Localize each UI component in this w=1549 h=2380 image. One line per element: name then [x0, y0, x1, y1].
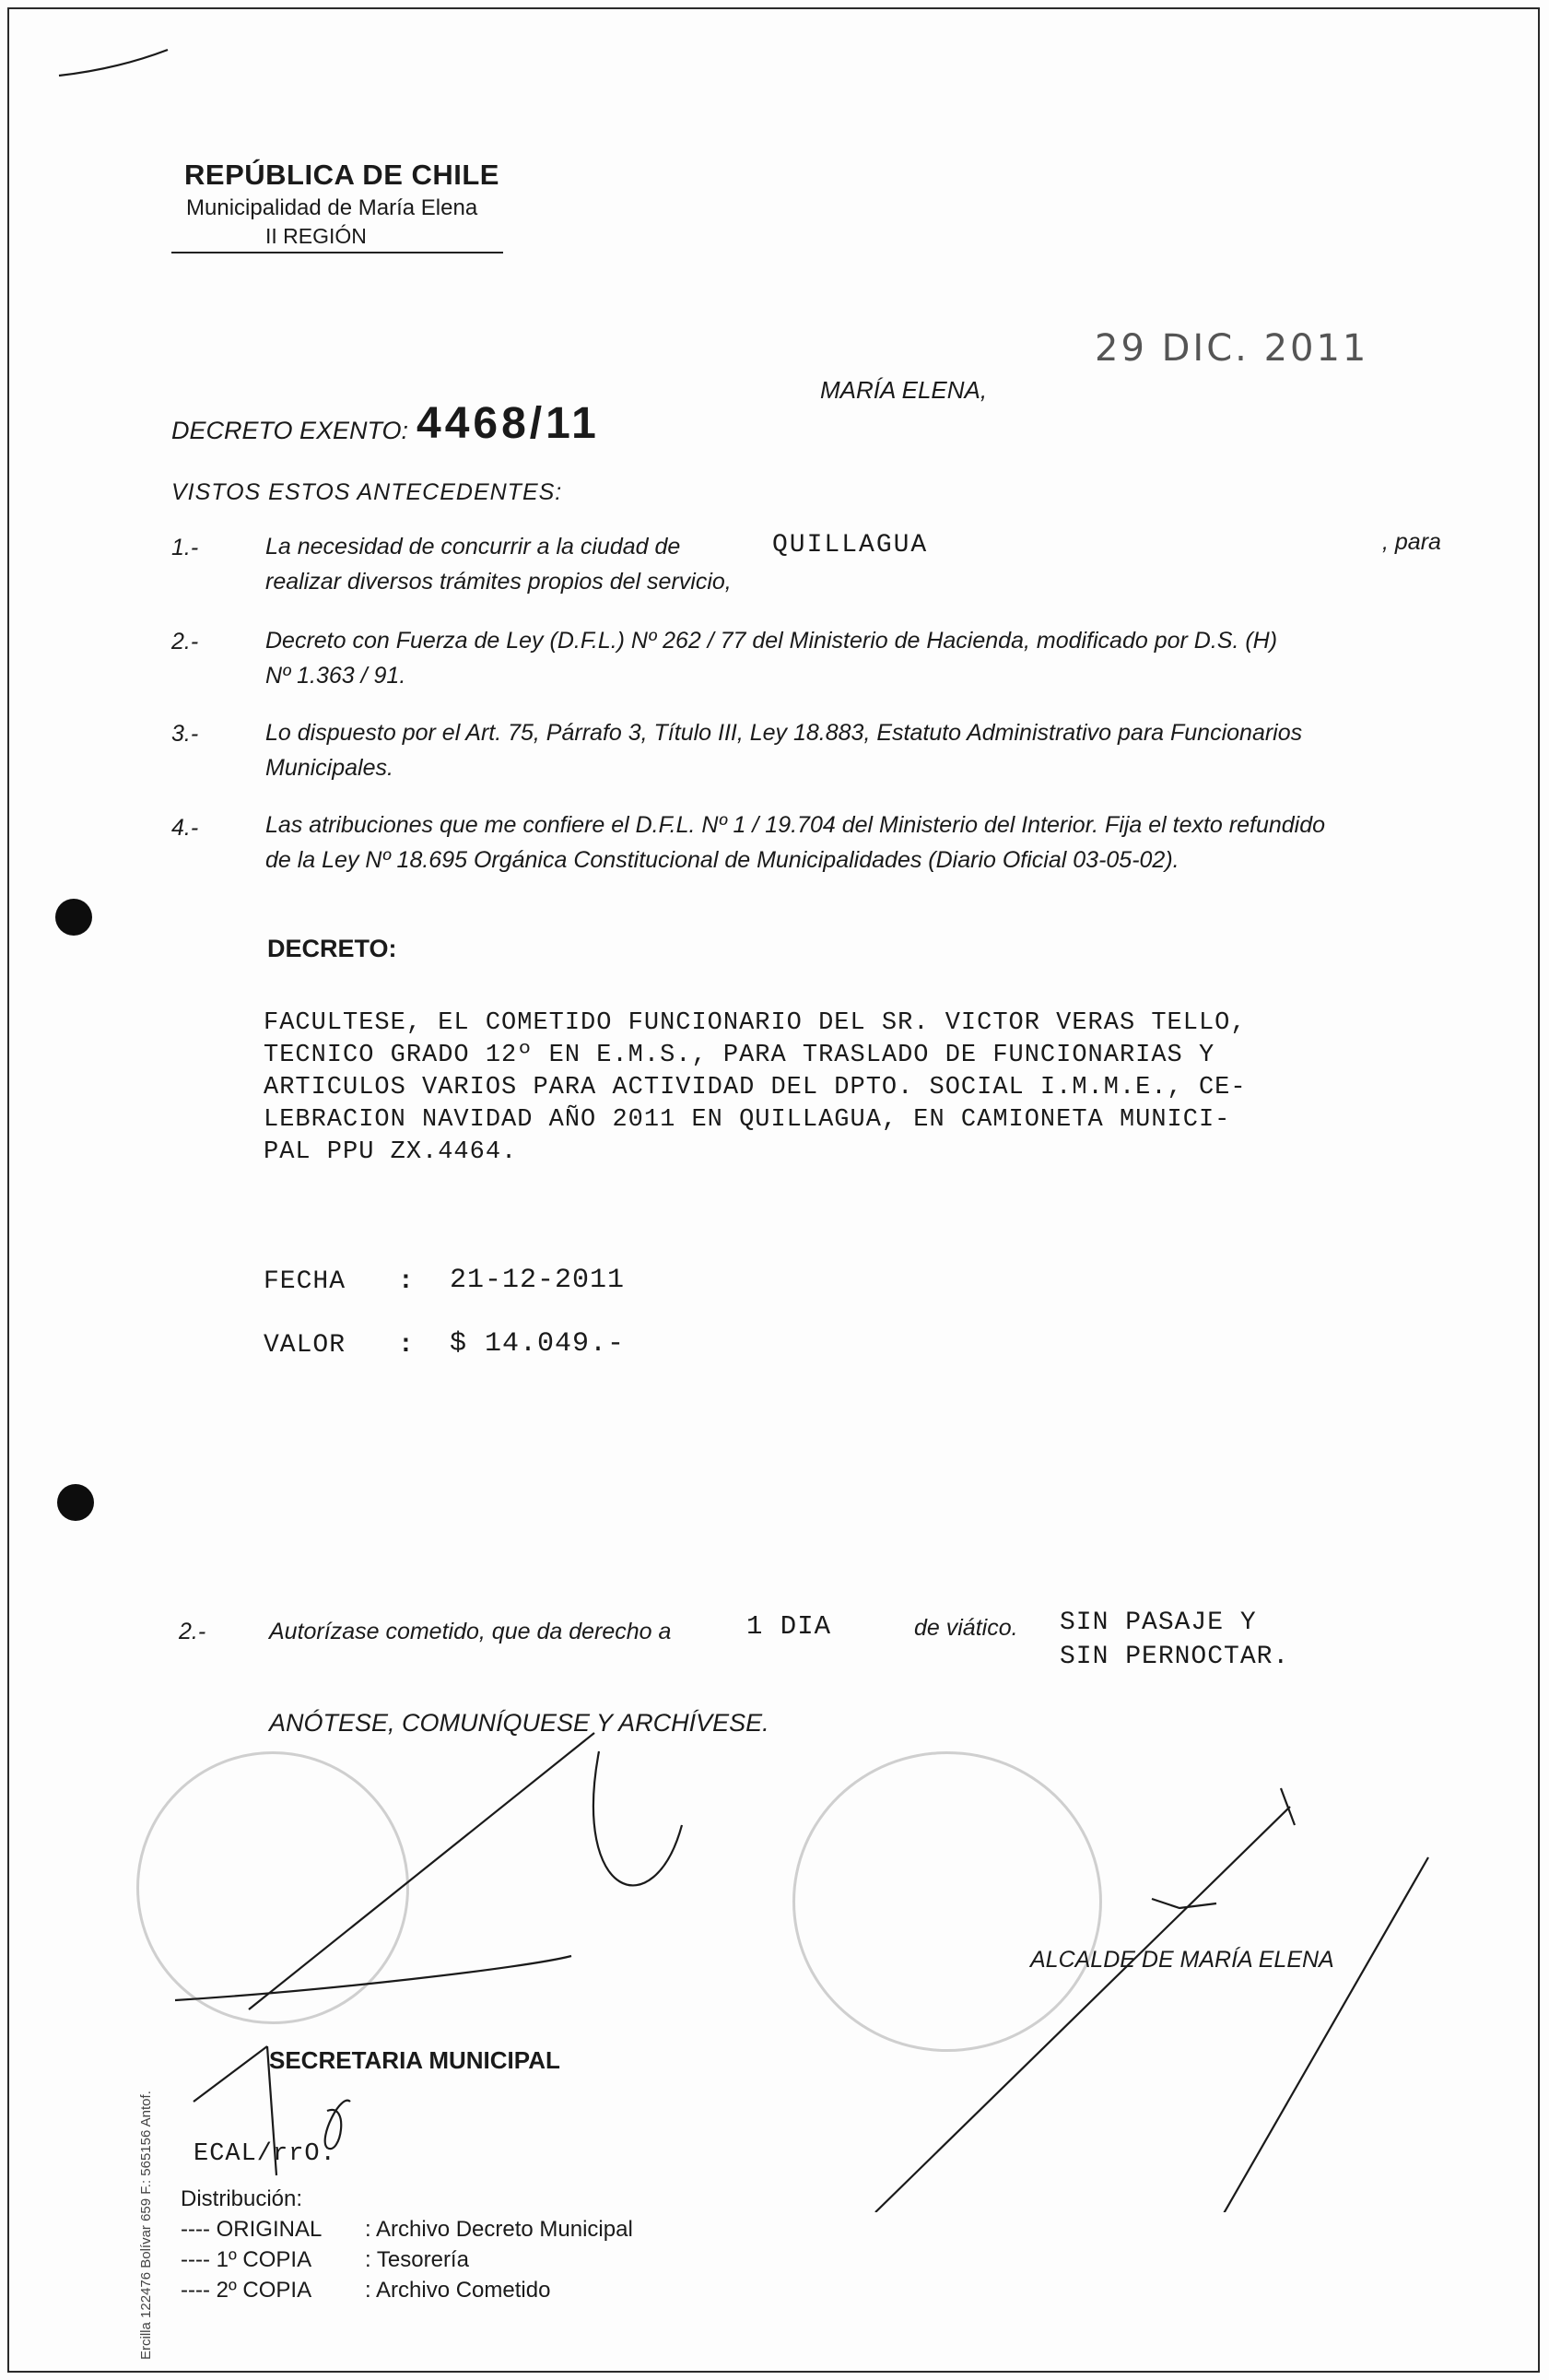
vistos-item-1-text: La necesidad de concurrir a la ciudad de [265, 534, 681, 560]
initials: ECAL/rrO. [194, 2140, 336, 2168]
distribution-copy: ---- 1º COPIA [181, 2247, 312, 2272]
vistos-item-4-number: 4.- [171, 815, 199, 841]
vistos-item-3-line-1: Lo dispuesto por el Art. 75, Párrafo 3, Título III, Ley 18.883, Estatuto Administrativo para Funcionarios [265, 720, 1303, 746]
distribution-copy: ---- ORIGINAL [181, 2217, 323, 2242]
decree-body-line: LEBRACION NAVIDAD AÑO 2011 EN QUILLAGUA, EN CAMIONETA MUNICI- [264, 1106, 1231, 1134]
vistos-item-4-line-2: de la Ley Nº 18.695 Orgánica Constitucional de Municipalidades (Diario Oficial 03-05-02). [265, 847, 1179, 873]
fecha-value: 21-12-2011 [450, 1265, 626, 1296]
authorization-note-2: SIN PERNOCTAR. [1060, 1643, 1290, 1671]
place-label: MARÍA ELENA, [820, 376, 988, 404]
punch-hole [57, 1484, 94, 1521]
closing-text: ANÓTESE, COMUNÍQUESE Y ARCHÍVESE. [269, 1709, 769, 1737]
vistos-item-1-city: QUILLAGUA [772, 531, 929, 560]
header-municipality: Municipalidad de María Elena [186, 195, 478, 220]
decree-number: 4468/11 [417, 399, 600, 448]
header-region: II REGIÓN [265, 224, 367, 248]
distribution-title: Distribución: [181, 2186, 303, 2211]
authorization-note-1: SIN PASAJE Y [1060, 1608, 1257, 1637]
header-underline [171, 252, 503, 253]
distribution-dest: : Tesorería [365, 2247, 469, 2272]
decreto-heading: DECRETO: [267, 935, 397, 962]
alcalde-label: ALCALDE DE MARÍA ELENA [1030, 1947, 1334, 1973]
distribution-dest: : Archivo Decreto Municipal [365, 2217, 633, 2242]
distribution-dest: : Archivo Cometido [365, 2278, 551, 2303]
valor-label: VALOR [264, 1331, 346, 1360]
authorization-viatico: de viático. [914, 1615, 1018, 1641]
vistos-item-3-line-2: Municipales. [265, 755, 393, 781]
decree-body-line: FACULTESE, EL COMETIDO FUNCIONARIO DEL SR. VICTOR VERAS TELLO, [264, 1009, 1247, 1037]
authorization-days: 1 DIA [746, 1611, 832, 1642]
fecha-colon: : [398, 1267, 415, 1296]
vistos-item-1-number: 1.- [171, 535, 199, 560]
vistos-item-3-number: 3.- [171, 721, 199, 747]
vistos-item-2-number: 2.- [171, 629, 199, 654]
vistos-item-1-para: , para [1382, 529, 1441, 555]
valor-value: $ 14.049.- [450, 1328, 626, 1360]
vistos-title: VISTOS ESTOS ANTECEDENTES: [171, 479, 563, 505]
decree-body [264, 1007, 1415, 1169]
fecha-label: FECHA [264, 1267, 346, 1296]
vistos-item-4-line-1: Las atribuciones que me confiere el D.F.L. Nº 1 / 19.704 del Ministerio del Interior. Fija el texto refundido [265, 812, 1326, 838]
date-stamp: 29 DIC. 2011 [1095, 327, 1369, 370]
corner-scribble [55, 37, 175, 83]
vistos-item-2-line-2: Nº 1.363 / 91. [265, 663, 406, 689]
secretaria-label: SECRETARIA MUNICIPAL [269, 2046, 560, 2074]
authorization-text: Autorízase cometido, que da derecho a [269, 1619, 672, 1644]
printer-imprint: Ercilla 122476 Bolívar 659 F.: 565156 Antof. [138, 2091, 154, 2360]
valor-colon: : [398, 1331, 415, 1360]
punch-hole [55, 899, 92, 936]
decree-label: DECRETO EXENTO: [171, 417, 409, 444]
vistos-item-2-line-1: Decreto con Fuerza de Ley (D.F.L.) Nº 262 / 77 del Ministerio de Hacienda, modificado por D.S. (H) [265, 628, 1278, 654]
decree-body-line: PAL PPU ZX.4464. [264, 1138, 518, 1166]
decree-body-line: ARTICULOS VARIOS PARA ACTIVIDAD DEL DPTO. SOCIAL I.M.M.E., CE- [264, 1074, 1247, 1102]
authorization-number: 2.- [179, 1619, 206, 1644]
distribution-copy: ---- 2º COPIA [181, 2278, 312, 2303]
header-country: REPÚBLICA DE CHILE [184, 159, 499, 191]
vistos-item-1-text-2: realizar diversos trámites propios del servicio, [265, 569, 732, 595]
decree-body-line: TECNICO GRADO 12º EN E.M.S., PARA TRASLADO DE FUNCIONARIAS Y [264, 1042, 1215, 1069]
